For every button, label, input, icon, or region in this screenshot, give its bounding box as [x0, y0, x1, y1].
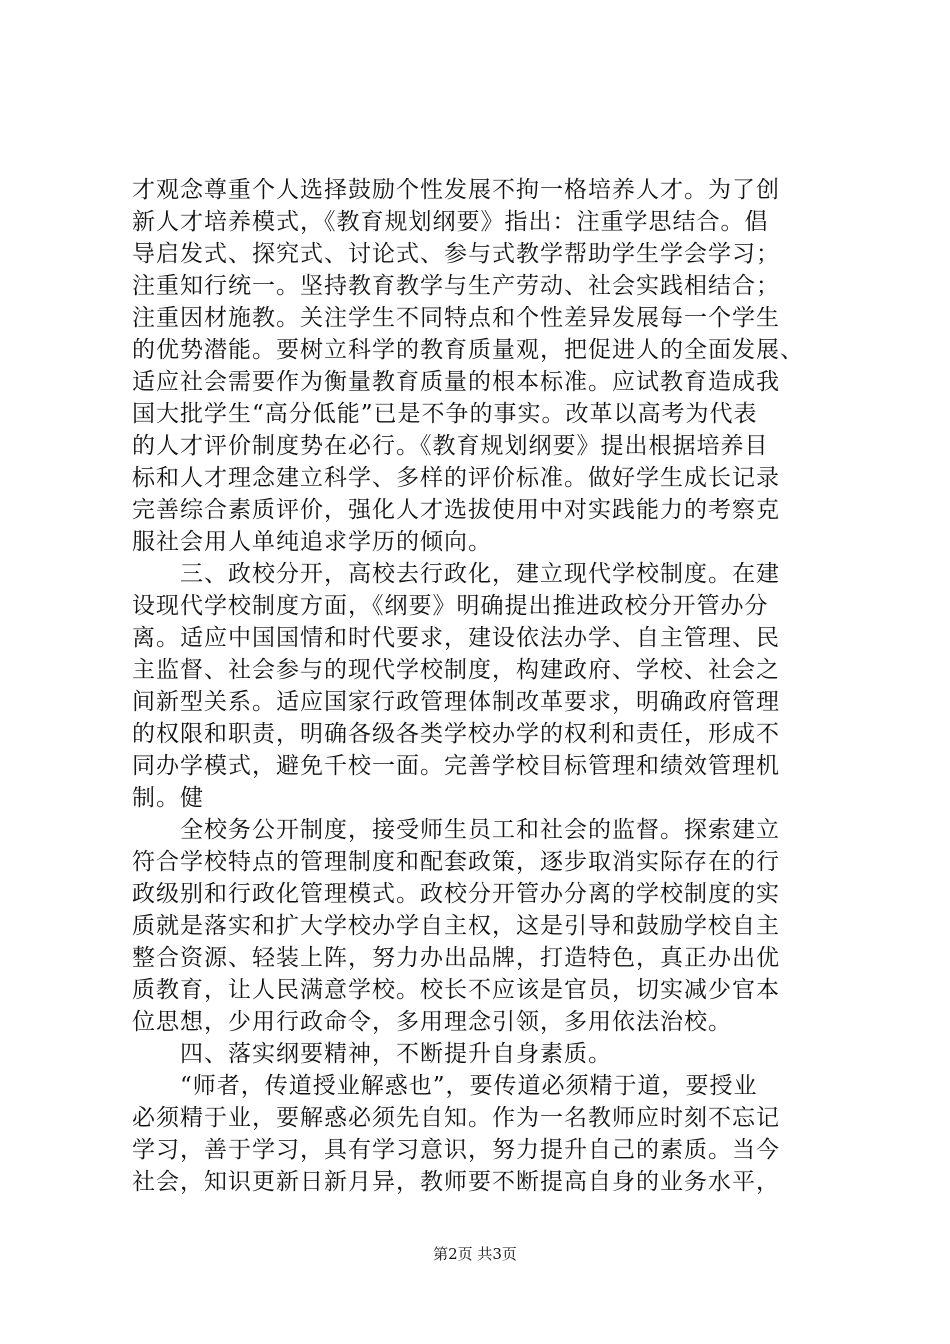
text-line: 服社会用人单纯追求学历的倾向。: [132, 529, 492, 555]
text-line: 离。适应中国国情和时代要求，建设依法办学、自主管理、民: [132, 625, 780, 651]
text-line: 社会，知识更新日新月异，教师要不断提高自身的业务水平，: [132, 1169, 780, 1195]
text-line: 主监督、社会参与的现代学校制度，构建政府、学校、社会之: [132, 657, 780, 683]
text-line: 制。健: [132, 785, 204, 811]
text-line: 整合资源、轻装上阵，努力办出品牌，打造特色，真正办出优: [132, 945, 780, 971]
text-line: 设现代学校制度方面，《纲要》明确提出推进政校分开管办分: [132, 593, 769, 619]
text-line: 位思想，少用行政命令，多用理念引领，多用依法治校。: [132, 1009, 732, 1035]
text-line: 学习，善于学习，具有学习意识，努力提升自己的素质。当今: [132, 1137, 780, 1163]
text-line: 全校务公开制度，接受师生员工和社会的监督。探索建立: [132, 817, 780, 843]
text-line: 新人才培养模式，《教育规划纲要》指出：注重学思结合。倡: [132, 209, 769, 235]
text-line: 注重知行统一。坚持教育教学与生产劳动、社会实践相结合；: [132, 273, 780, 299]
text-line: 四、落实纲要精神，不断提升自身素质。: [132, 1041, 612, 1067]
text-line: 才观念尊重个人选择鼓励个性发展不拘一格培养人才。为了创: [132, 177, 780, 203]
text-line: 质就是落实和扩大学校办学自主权，这是引导和鼓励学校自主: [132, 913, 780, 939]
text-line: 必须精于业，要解惑必须先自知。作为一名教师应时刻不忘记: [132, 1105, 780, 1131]
text-line: 适应社会需要作为衡量教育质量的根本标准。应试教育造成我: [132, 369, 780, 395]
text-line: 政级别和行政化管理模式。政校分开管办分离的学校制度的实: [132, 881, 780, 907]
text-line: 标和人才理念建立科学、多样的评价标准。做好学生成长记录: [132, 465, 780, 491]
page-footer: 第2页 共3页: [433, 1245, 517, 1263]
text-line: 三、政校分开，高校去行政化，建立现代学校制度。在建: [132, 561, 780, 587]
body-text: [132, 174, 822, 1198]
text-line: 同办学模式，避免千校一面。完善学校目标管理和绩效管理机: [132, 753, 780, 779]
text-line: 符合学校特点的管理制度和配套政策，逐步取消实际存在的行: [132, 849, 780, 875]
text-line: 的人才评价制度势在必行。《教育规划纲要》提出根据培养目: [132, 433, 769, 459]
text-line: 注重因材施教。关注学生不同特点和个性差异发展每一个学生: [132, 305, 780, 331]
text-line: 完善综合素质评价，强化人才选拔使用中对实践能力的考察克: [132, 497, 780, 523]
text-line: 国大批学生“高分低能”已是不争的事实。改革以高考为代表: [132, 401, 758, 427]
text-line: 导启发式、探究式、讨论式、参与式教学帮助学生学会学习；: [132, 241, 780, 267]
text-line: 的优势潜能。要树立科学的教育质量观，把促进人的全面发展、: [132, 337, 804, 363]
text-line: 的权限和职责，明确各级各类学校办学的权利和责任，形成不: [132, 721, 780, 747]
text-line: 间新型关系。适应国家行政管理体制改革要求，明确政府管理: [132, 689, 780, 715]
text-line: “师者，传道授业解惑也”，要传道必须精于道，要授业: [132, 1073, 758, 1099]
text-line: 质教育，让人民满意学校。校长不应该是官员，切实减少官本: [132, 977, 780, 1003]
